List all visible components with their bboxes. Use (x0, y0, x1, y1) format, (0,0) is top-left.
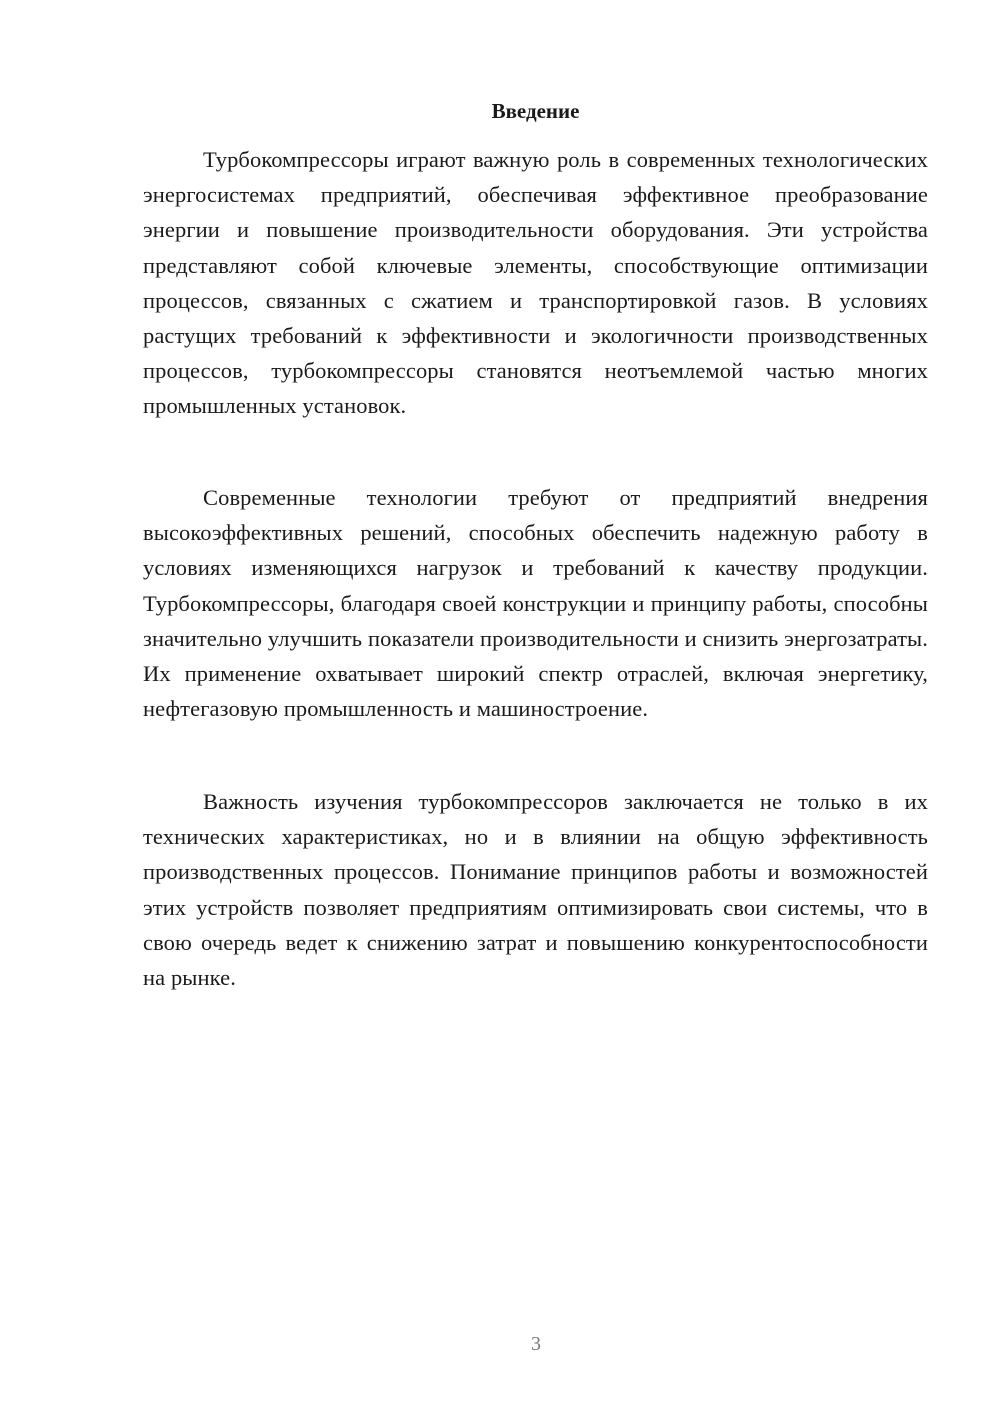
section-heading: Введение (491, 99, 580, 123)
paragraph-2: Современные технологии требуют от предприятий внедрения высокоэффективных решений, способных обеспечить надежную работу в условиях изменяющихся нагрузок и требований к качеству продукции. Турбокомпрессоры, благодаря своей конструкции и принципу работы, способны значительно улучшить показатели производительности и снизить энергозатраты. Их применение охватывает широкий спектр отраслей, включая энергетику, нефтегазовую промышленность и машиностроение. (143, 485, 928, 722)
paragraph-1: Турбокомпрессоры играют важную роль в современных технологических энергосистемах предприятий, обеспечивая эффективное преобразование энергии и повышение производительности оборудования. Эти устройства представляют собой ключевые элементы, способствующие оптимизации процессов, связанных с сжатием и транспортировкой газов. В условиях растущих требований к эффективности и экологичности производственных процессов, турбокомпрессоры становятся неотъемлемой частью многих промышленных установок. (143, 147, 928, 419)
page-number: 3 (531, 1333, 541, 1355)
paragraph-3: Важность изучения турбокомпрессоров заключается не только в их технических характеристиках, но и в влиянии на общую эффективность производственных процессов. Понимание принципов работы и возможностей этих устройств позволяет предприятиям оптимизировать свои системы, что в свою очередь ведет к снижению затрат и повышению конкурентоспособности на рынке. (143, 789, 928, 991)
